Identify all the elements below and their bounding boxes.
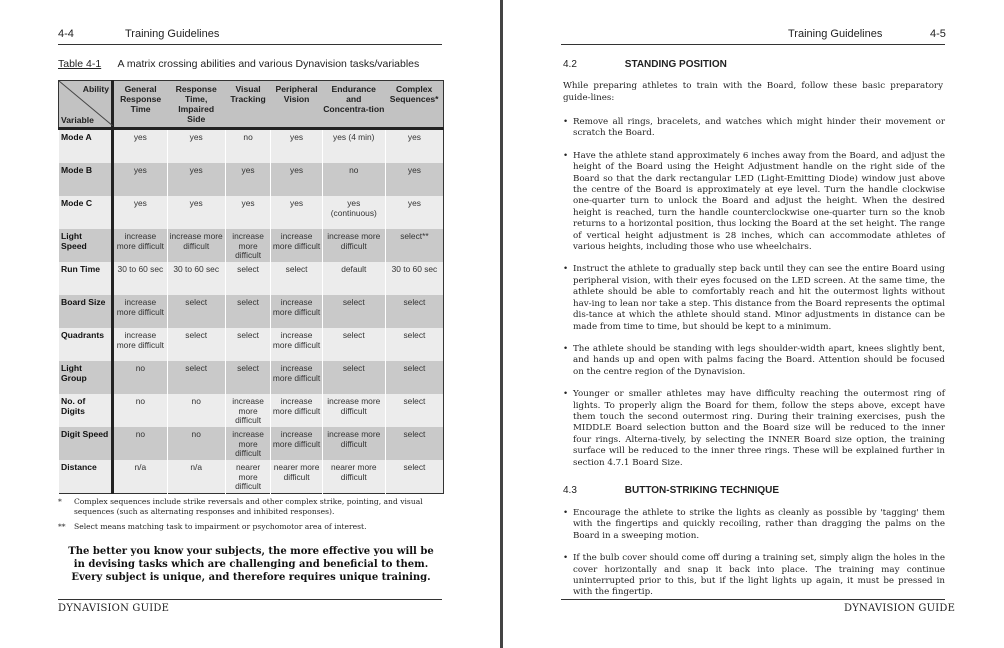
table-cell: n/a bbox=[113, 460, 168, 494]
table-row bbox=[59, 229, 444, 262]
table-cell: select bbox=[322, 295, 385, 328]
table-cell: select bbox=[167, 361, 225, 394]
table-row bbox=[59, 394, 444, 427]
table-cell: increase more difficult bbox=[225, 394, 271, 427]
table-row bbox=[59, 361, 444, 394]
list-item-text: Remove all rings, bracelets, and watches which might hinder their movement or scratch the Board. bbox=[573, 117, 945, 139]
table-cell: yes bbox=[385, 129, 443, 164]
row-label: Mode A bbox=[59, 129, 113, 164]
table-cell: yes bbox=[167, 196, 225, 229]
ability-matrix-table bbox=[58, 80, 444, 494]
table-cell: yes bbox=[113, 129, 168, 164]
table-cell: select bbox=[322, 328, 385, 361]
footnote-mark: * bbox=[58, 497, 62, 506]
table-row bbox=[59, 196, 444, 229]
column-header: Endurance and Concentra-tion bbox=[322, 81, 385, 129]
table-body bbox=[59, 129, 444, 494]
footer-rule bbox=[58, 599, 442, 600]
footer-text: DYNAVISION GUIDE bbox=[58, 603, 170, 614]
row-label: Digit Speed bbox=[59, 427, 113, 460]
section-number: 4.2 bbox=[563, 59, 577, 70]
table-caption-text: A matrix crossing abilities and various Dynavision tasks/variables bbox=[117, 58, 420, 70]
table-cell: increase more difficult bbox=[322, 427, 385, 460]
right-page bbox=[504, 0, 1004, 648]
column-header: Response Time, Impaired Side bbox=[167, 81, 225, 129]
table-cell: select bbox=[322, 361, 385, 394]
section-title: BUTTON-STRIKING TECHNIQUE bbox=[624, 485, 780, 496]
table-cell: yes bbox=[225, 196, 271, 229]
running-title: Training Guidelines bbox=[125, 28, 220, 40]
table-cell: yes bbox=[113, 196, 168, 229]
list-item-text: If the bulb cover should come off during a training set, simply align the holes in the cover horizontally and snap it back into place. The training may continue uninterrupted prior to this, but if the light lights up again, it must be pressed in with the fingertip. bbox=[573, 553, 945, 598]
table-cell: n/a bbox=[167, 460, 225, 494]
callout-quote: The better you know your subjects, the more effective you will be in devising tasks which are challenging and beneficial to them. Every subject is unique, and therefore requires unique training. bbox=[68, 546, 434, 583]
row-label: Board Size bbox=[59, 295, 113, 328]
list-item: • Encourage the athlete to strike the lights as cleanly as possible by 'tagging' them with the fingertips and quickly recoiling, rather than dragging the palms on the Board in a sweeping motion. bbox=[563, 508, 945, 541]
table-cell: increase more difficult bbox=[322, 394, 385, 427]
corner-variable-label: Variable bbox=[61, 115, 94, 125]
list-item-text: The athlete should be standing with legs shoulder-width apart, knees slightly bent, and hands up and open with palms facing the Board. Attention should be focused on the centre region of the Dynavision. bbox=[573, 343, 945, 377]
section-number: 4.3 bbox=[563, 485, 577, 496]
table-cell: yes bbox=[271, 163, 322, 196]
table-cell: no bbox=[225, 129, 271, 164]
column-header: General Response Time bbox=[113, 81, 168, 129]
table-cell: select bbox=[225, 295, 271, 328]
page-spine-divider bbox=[500, 0, 503, 648]
column-header: Complex Sequences* bbox=[385, 81, 443, 129]
table-cell: select bbox=[225, 262, 271, 295]
table-row bbox=[59, 328, 444, 361]
table-header-row bbox=[59, 81, 444, 129]
table-cell: increase more difficult bbox=[225, 427, 271, 460]
table-cell: increase more difficult bbox=[113, 295, 168, 328]
table-cell: increase more difficult bbox=[271, 394, 322, 427]
section-heading bbox=[563, 59, 727, 70]
bullet-list bbox=[563, 117, 945, 480]
table-row bbox=[59, 460, 444, 494]
table-cell: yes bbox=[385, 163, 443, 196]
table-cell: nearer more difficult bbox=[271, 460, 322, 494]
table-cell: increase more difficult bbox=[271, 295, 322, 328]
footnote bbox=[58, 522, 448, 532]
corner-ability-label: Ability bbox=[82, 84, 109, 94]
table-cell: 30 to 60 sec bbox=[167, 262, 225, 295]
table-cell: 30 to 60 sec bbox=[385, 262, 443, 295]
table-cell: increase more difficult bbox=[271, 361, 322, 394]
table-cell: select bbox=[385, 361, 443, 394]
list-item: • Instruct the athlete to gradually step back until they can see the entire Board using peripheral vision, with their eyes focused on the LED screen. At the same time, the athlete should be able to comfortably reach and hit the outermost lights without hav-ing to lean nor take a step. This distance from the Board represents the optimal dis-tance at which the athlete should stand. Minor adjustments in distance can be made from time to time, but should be kept to a minimum. bbox=[563, 264, 945, 332]
list-item: • Have the athlete stand approximately 6 inches away from the Board, and adjust the height of the Board using the Height Adjustment handle on the right side of the Board so that the dark rectangular LED (Light-Emitting Diode) window just above the centre of the Board is approximately at eye level. Turn the handle clockwise one-quarter turn to unlock the Board and adjust the height. When the desired height is reached, turn the handle counterclockwise one-quarter turn so the knob returns to a horizontal position, thus locking the Board at the set height. The range of vertical height adjustment is 28 inches, which can accommodate athletes of various heights, including those who use wheelchairs. bbox=[563, 150, 945, 253]
row-label: Distance bbox=[59, 460, 113, 494]
row-label: Light Group bbox=[59, 361, 113, 394]
table-cell: no bbox=[113, 361, 168, 394]
table-cell: yes bbox=[167, 129, 225, 164]
table-cell: no bbox=[113, 394, 168, 427]
table-caption-label: Table 4-1 bbox=[58, 58, 102, 70]
table-cell: yes bbox=[271, 129, 322, 164]
table-cell: increase more difficult bbox=[271, 427, 322, 460]
table-row bbox=[59, 163, 444, 196]
header-rule bbox=[58, 44, 442, 45]
table-cell: select bbox=[385, 427, 443, 460]
table-cell: yes bbox=[385, 196, 443, 229]
page-number: 4-5 bbox=[930, 28, 946, 40]
table-cell: increase more difficult bbox=[271, 229, 322, 262]
table-cell: increase more difficult bbox=[271, 328, 322, 361]
footnote bbox=[58, 497, 448, 516]
footer-text: DYNAVISION GUIDE bbox=[844, 603, 956, 614]
table-cell: select bbox=[385, 295, 443, 328]
table-cell: select bbox=[225, 361, 271, 394]
table-caption bbox=[58, 58, 419, 70]
table-cell: increase more difficult bbox=[225, 229, 271, 262]
table-cell: increase more difficult bbox=[113, 229, 168, 262]
footer-rule bbox=[561, 599, 945, 600]
list-item: • Remove all rings, bracelets, and watches which might hinder their movement or scratch the Board. bbox=[563, 117, 945, 139]
table-row bbox=[59, 129, 444, 164]
footnotes bbox=[58, 497, 448, 538]
table-cell: increase more difficult bbox=[113, 328, 168, 361]
column-header: Peripheral Vision bbox=[271, 81, 322, 129]
list-item-text: Instruct the athlete to gradually step back until they can see the entire Board using peripheral vision, with their eyes focused on the LED screen. At the same time, the athlete should be able to comfortably reach and hit the outermost lights without hav-ing to lean nor take a step. This distance from the Board represents the optimal dis-tance at which the athlete should stand. Minor adjustments in distance can be made from time to time, but should be kept to a minimum. bbox=[573, 264, 945, 332]
table-cell: yes bbox=[271, 196, 322, 229]
table-cell: select bbox=[385, 460, 443, 494]
table-cell: yes bbox=[225, 163, 271, 196]
left-page bbox=[0, 0, 500, 648]
running-title: Training Guidelines bbox=[788, 28, 883, 40]
row-label: Mode C bbox=[59, 196, 113, 229]
table-cell: select bbox=[225, 328, 271, 361]
table-cell: select bbox=[167, 295, 225, 328]
table-cell: no bbox=[167, 394, 225, 427]
table-cell: increase more difficult bbox=[167, 229, 225, 262]
footnote-mark: ** bbox=[58, 522, 66, 531]
table-cell: no bbox=[167, 427, 225, 460]
footnote-text: Complex sequences include strike reversals and other complex strike, pointing, and visual sequences (such as alternating responses and inhibited responses). bbox=[74, 497, 423, 516]
section-title: STANDING POSITION bbox=[624, 59, 727, 70]
table-row bbox=[59, 427, 444, 460]
footnote-text: Select means matching task to impairment or psychomotor area of interest. bbox=[74, 522, 367, 531]
list-item: • Younger or smaller athletes may have difficulty reaching the outermost ring of lights. To properly align the Board for them, follow the steps above, except have them touch the second outermost ring. During their training exercises, push the MIDDLE Board selection button and the Board size will be reduced to the inner four rings. Alterna-tively, by selecting the INNER Board size option, the training surface will be reduced to the inner three rings. These will be explained further in section 4.7.1 Board Size. bbox=[563, 389, 945, 468]
list-item-text: Encourage the athlete to strike the lights as cleanly as possible by 'tagging' them with the fingertips and quickly recoiling, rather than dragging the palms on the Board in a sweeping motion. bbox=[573, 508, 945, 541]
section-heading bbox=[563, 485, 779, 496]
table-row bbox=[59, 262, 444, 295]
list-item-text: Have the athlete stand approximately 6 inches away from the Board, and adjust the height of the Board using the Height Adjustment handle on the right side of the Board so that the dark rectangular LED (Light-Emitting Diode) window just above the centre of the Board is approximately at eye level. Turn the handle clockwise one-quarter turn to unlock the Board and adjust the height. When the desired height is reached, turn the handle counterclockwise one-quarter turn so the knob returns to a horizontal position, thus locking the Board at the set height. The range of vertical height adjustment is 28 inches, which can accommodate athletes of various heights, including those who use wheelchairs. bbox=[573, 150, 945, 253]
row-label: Light Speed bbox=[59, 229, 113, 262]
table-cell: increase more difficult bbox=[322, 229, 385, 262]
corner-cell bbox=[59, 81, 113, 129]
row-label: No. of Digits bbox=[59, 394, 113, 427]
table-cell: nearer more difficult bbox=[225, 460, 271, 494]
page-number: 4-4 bbox=[58, 28, 74, 40]
table-cell: 30 to 60 sec bbox=[113, 262, 168, 295]
table-row bbox=[59, 295, 444, 328]
list-item: • The athlete should be standing with legs shoulder-width apart, knees slightly bent, and hands up and open with palms facing the Board. Attention should be focused on the centre region of the Dynavision. bbox=[563, 343, 945, 377]
table-cell: yes (4 min) bbox=[322, 129, 385, 164]
table-cell: no bbox=[113, 427, 168, 460]
column-header: Visual Tracking bbox=[225, 81, 271, 129]
table-cell: default bbox=[322, 262, 385, 295]
table-cell: yes (continuous) bbox=[322, 196, 385, 229]
table-cell: select bbox=[167, 328, 225, 361]
table-cell: nearer more difficult bbox=[322, 460, 385, 494]
table-cell: yes bbox=[167, 163, 225, 196]
table-cell: select bbox=[385, 328, 443, 361]
table-cell: select bbox=[271, 262, 322, 295]
bullet-list bbox=[563, 508, 945, 610]
table-cell: no bbox=[322, 163, 385, 196]
list-item-text: Younger or smaller athletes may have difficulty reaching the outermost ring of lights. To properly align the Board for them, follow the steps above, except have them touch the second outermost ring. During their training exercises, push the MIDDLE Board selection button and the Board size will be reduced to the inner four rings. Alterna-tively, by selecting the INNER Board size option, the training surface will be reduced to the inner three rings. These will be explained further in section 4.7.1 Board Size. bbox=[573, 389, 945, 468]
table-cell: select bbox=[385, 394, 443, 427]
header-rule bbox=[561, 44, 945, 45]
intro-paragraph: While preparing athletes to train with the Board, follow these basic preparatory guide-lines: bbox=[563, 81, 943, 103]
row-label: Quadrants bbox=[59, 328, 113, 361]
table-cell: select** bbox=[385, 229, 443, 262]
row-label: Run Time bbox=[59, 262, 113, 295]
list-item: • If the bulb cover should come off during a training set, simply align the holes in the cover horizontally and snap it back into place. The training may continue uninterrupted prior to this, but if the light lights up again, it must be pressed in with the fingertip. bbox=[563, 553, 945, 598]
row-label: Mode B bbox=[59, 163, 113, 196]
table-cell: yes bbox=[113, 163, 168, 196]
